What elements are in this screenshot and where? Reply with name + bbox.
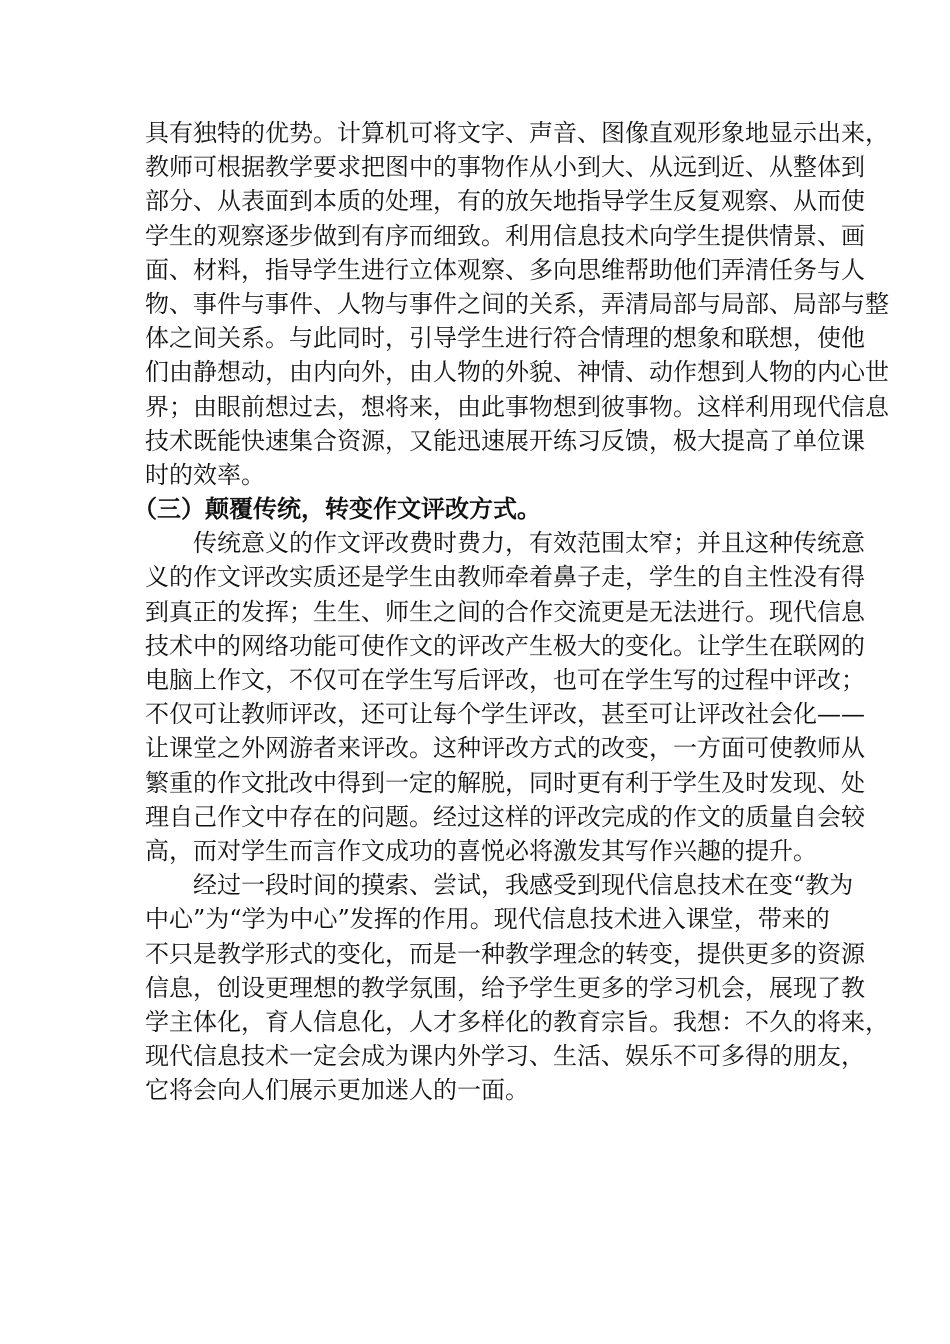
text-line: 技术既能快速集合资源，又能迅速展开练习反馈，极大提高了单位课: [145, 426, 865, 455]
section-heading: （三）颠覆传统，转变作文评改方式。: [133, 494, 541, 524]
paragraph-conclusion: [145, 868, 889, 1107]
text-line: 信息，创设更理想的教学氛围，给予学生更多的学习机会，展现了教: [145, 973, 865, 1002]
text-line: 中心”为“学为中心”发挥的作用。现代信息技术进入课堂，带来的: [145, 905, 830, 934]
text-line: 让课堂之外网游者来评改。这种评改方式的改变，一方面可使教师从: [145, 734, 865, 763]
text-line: 体之间关系。与此同时，引导学生进行符合情理的想象和联想，使他: [145, 324, 865, 353]
text-line: 部分、从表面到本质的处理，有的放矢地指导学生反复观察、从而使: [145, 187, 865, 216]
text-line: 不只是教学形式的变化，而是一种教学理念的转变，提供更多的资源: [145, 939, 865, 968]
text-line: 教师可根据教学要求把图中的事物作从小到大、从远到近、从整体到: [145, 153, 865, 182]
text-line: 们由静想动，由内向外，由人物的外貌、神情、动作想到人物的内心世: [145, 358, 889, 387]
text-line: 繁重的作文批改中得到一定的解脱，同时更有利于学生及时发现、处: [145, 768, 865, 797]
text-line: 学生的观察逐步做到有序而细致。利用信息技术向学生提供情景、画: [145, 221, 865, 250]
text-line: 电脑上作文，不仅可在学生写后评改，也可在学生写的过程中评改；: [145, 666, 865, 694]
text-line: 理自己作文中存在的问题。经过这样的评改完成的作文的质量自会较: [145, 802, 865, 831]
paragraph-advantages: [145, 116, 889, 492]
text-line: 经过一段时间的摸索、尝试，我感受到现代信息技术在变“教为: [193, 871, 854, 900]
text-line: 高，而对学生而言作文成功的喜悦必将激发其写作兴趣的提升。: [145, 836, 817, 865]
text-line: 传统意义的作文评改费时费力，有效范围太窄；并且这种传统意: [193, 529, 865, 558]
text-line: 技术中的网络功能可使作文的评改产生极大的变化。让学生在联网的: [145, 631, 865, 660]
document-body: [133, 116, 889, 1107]
text-line: 现代信息技术一定会成为课内外学习、生活、娱乐不可多得的朋友，: [145, 1042, 865, 1071]
text-line: 学主体化，育人信息化，人才多样化的教育宗旨。我想：不久的将来，: [145, 1007, 889, 1036]
text-line: 时的效率。: [145, 460, 265, 489]
text-line: 它将会向人们展示更加迷人的一面。: [145, 1076, 529, 1105]
paragraph-composition-review: [145, 526, 865, 868]
text-line: 界；由眼前想过去，想将来，由此事物想到彼事物。这样利用现代信息: [145, 392, 889, 421]
text-line: 具有独特的优势。计算机可将文字、声音、图像直观形象地显示出来，: [145, 119, 889, 147]
text-line: 到真正的发挥；生生、师生之间的合作交流更是无法进行。现代信息: [145, 597, 865, 626]
text-line: 不仅可让教师评改，还可让每个学生评改，甚至可让评改社会化——: [145, 700, 865, 729]
text-line: 物、事件与事件、人物与事件之间的关系，弄清局部与局部、局部与整: [145, 289, 889, 318]
text-line: 面、材料，指导学生进行立体观察、多向思维帮助他们弄清任务与人: [145, 255, 865, 284]
text-line: 义的作文评改实质还是学生由教师牵着鼻子走，学生的自主性没有得: [145, 563, 865, 592]
